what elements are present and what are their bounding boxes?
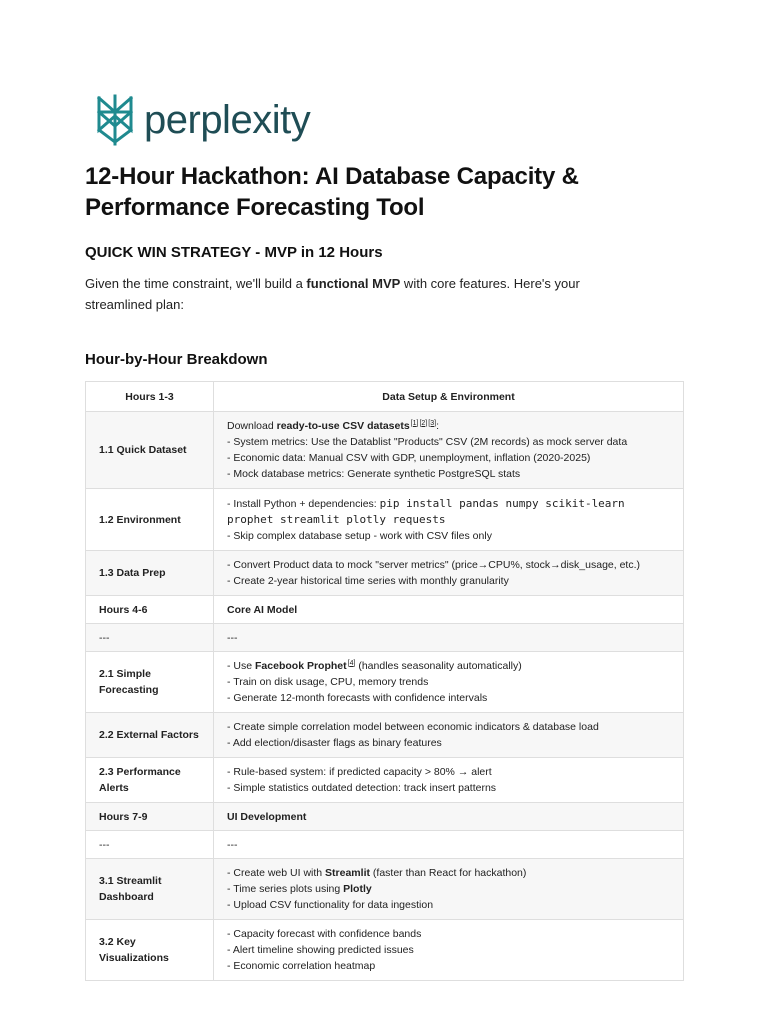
table-row xyxy=(86,859,684,920)
content-line xyxy=(227,658,670,674)
row-label: 1.3 Data Prep xyxy=(86,551,214,596)
row-content xyxy=(214,859,684,920)
row-content xyxy=(214,412,684,489)
table-row xyxy=(86,713,684,758)
content-line: - Mock database metrics: Generate synthetic PostgreSQL stats xyxy=(227,468,521,480)
content-line: - System metrics: Use the Datablist "Products" CSV (2M records) as mock server data xyxy=(227,436,628,448)
section-title: UI Development xyxy=(214,803,684,831)
text-span: (faster than React for hackathon) xyxy=(369,867,527,879)
content-line: - Convert Product data to mock "server metrics" (price→CPU%, stock→disk_usage, etc.) xyxy=(227,559,641,571)
content-line: - Simple statistics outdated detection: track insert patterns xyxy=(227,782,497,794)
row-label: --- xyxy=(86,624,214,652)
intro-text-after: with core features. Here's your streamlined plan: xyxy=(85,276,580,312)
section-heading: Hour-by-Hour Breakdown xyxy=(85,351,268,368)
table-row xyxy=(86,803,684,831)
table-row xyxy=(86,652,684,713)
bold-text: ready-to-use CSV datasets xyxy=(276,420,410,432)
content-line: - Economic correlation heatmap xyxy=(227,960,376,972)
content-line: - Economic data: Manual CSV with GDP, unemployment, inflation (2020-2025) xyxy=(227,452,591,464)
row-content: --- xyxy=(214,831,684,859)
table-row xyxy=(86,551,684,596)
table-row xyxy=(86,920,684,981)
content-line: - Skip complex database setup - work with CSV files only xyxy=(227,529,492,542)
bold-text: Facebook Prophet xyxy=(255,660,347,672)
bold-text: Plotly xyxy=(343,883,372,895)
table-row xyxy=(86,831,684,859)
table-row xyxy=(86,489,684,551)
row-content xyxy=(214,920,684,981)
row-content xyxy=(214,713,684,758)
citation-link[interactable]: [4] xyxy=(347,659,356,667)
text-span: - Install Python + dependencies: xyxy=(227,497,380,510)
content-line: - Capacity forecast with confidence bands xyxy=(227,928,422,940)
content-line: - Train on disk usage, CPU, memory trends xyxy=(227,676,429,688)
content-line xyxy=(227,496,670,512)
row-content xyxy=(214,551,684,596)
content-line: - Rule-based system: if predicted capacity > 80% → alert xyxy=(227,766,492,778)
row-label: 2.3 Performance Alerts xyxy=(86,758,214,803)
brand-name: perplexity xyxy=(144,98,311,142)
perplexity-logo-icon xyxy=(94,94,136,146)
content-line: - Generate 12-month forecasts with confidence intervals xyxy=(227,692,488,704)
intro-paragraph xyxy=(85,273,645,315)
content-line xyxy=(227,881,670,897)
row-label: 2.1 Simple Forecasting xyxy=(86,652,214,713)
row-label: Hours 7-9 xyxy=(86,803,214,831)
text-span: - Create web UI with xyxy=(227,867,326,879)
row-label: 2.2 External Factors xyxy=(86,713,214,758)
intro-text-before: Given the time constraint, we'll build a xyxy=(85,276,307,291)
content-line xyxy=(227,418,670,434)
code-snippet: pip install pandas numpy scikit-learn xyxy=(379,496,625,510)
code-snippet: prophet streamlit plotly requests xyxy=(227,512,446,526)
row-content xyxy=(214,758,684,803)
intro-bold-text: functional MVP xyxy=(306,276,401,291)
citation-link[interactable]: [2] xyxy=(419,419,428,427)
row-content xyxy=(214,652,684,713)
text-span: - Time series plots using xyxy=(227,883,344,895)
table-header-cell: Data Setup & Environment xyxy=(214,382,684,412)
brand-logo xyxy=(94,94,310,146)
row-label: 1.2 Environment xyxy=(86,489,214,551)
table-header-row xyxy=(86,382,684,412)
content-line: - Add election/disaster flags as binary features xyxy=(227,737,442,749)
table-header-cell: Hours 1-3 xyxy=(86,382,214,412)
content-line: - Create 2-year historical time series with monthly granularity xyxy=(227,575,509,587)
row-label: 3.1 Streamlit Dashboard xyxy=(86,859,214,920)
citation-link[interactable]: [1] xyxy=(410,419,419,427)
row-label: --- xyxy=(86,831,214,859)
content-line xyxy=(227,865,670,881)
row-label: Hours 4-6 xyxy=(86,596,214,624)
text-span: (handles seasonality automatically) xyxy=(355,660,522,672)
text-span: : xyxy=(436,420,439,432)
breakdown-table xyxy=(85,381,684,981)
bold-text: Streamlit xyxy=(325,867,370,879)
row-label: 3.2 Key Visualizations xyxy=(86,920,214,981)
section-title: Core AI Model xyxy=(214,596,684,624)
row-content: --- xyxy=(214,624,684,652)
text-span: Download xyxy=(227,420,277,432)
table-row xyxy=(86,412,684,489)
content-line: - Alert timeline showing predicted issues xyxy=(227,944,414,956)
page-title: 12-Hour Hackathon: AI Database Capacity & Performance Forecasting Tool xyxy=(85,163,579,221)
content-line: - Create simple correlation model between economic indicators & database load xyxy=(227,721,599,733)
text-span: - Use xyxy=(227,660,256,672)
row-content xyxy=(214,489,684,551)
table-row xyxy=(86,758,684,803)
table-row xyxy=(86,624,684,652)
row-label: 1.1 Quick Dataset xyxy=(86,412,214,489)
table-row xyxy=(86,596,684,624)
strategy-subtitle: QUICK WIN STRATEGY - MVP in 12 Hours xyxy=(85,244,383,261)
content-line: - Upload CSV functionality for data ingestion xyxy=(227,899,434,911)
citation-link[interactable]: [3] xyxy=(428,419,437,427)
